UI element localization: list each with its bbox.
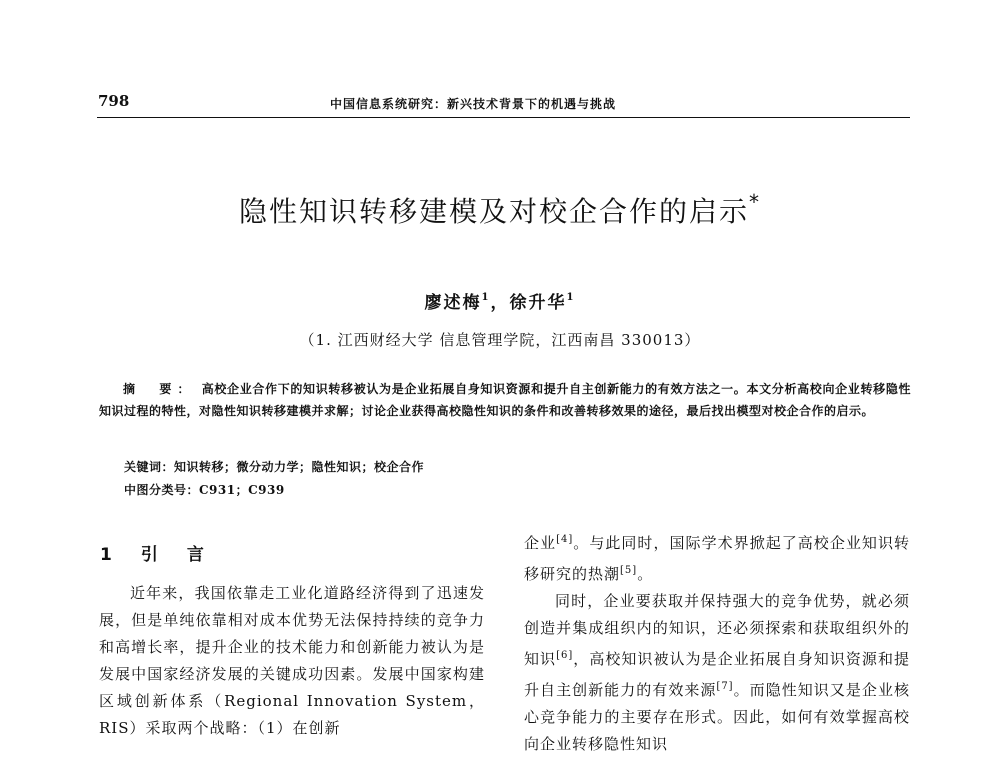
- article-title: [0, 190, 1000, 230]
- author-2: 徐升华: [509, 293, 567, 313]
- classification-number: 中图分类号：C931；C939: [124, 483, 285, 497]
- right-column: [524, 526, 910, 758]
- left-paragraph: 近年来，我国依靠走工业化道路经济得到了迅速发展，但是单纯依靠相对成本优势无法保持持续的竞争力和高增长率，提升企业的技术能力和创新能力被认为是发展中国家经济发展的关键成功因素。发展中国家构建区域创新体系（Regional Innovation System，RIS）采取两个战略：（1）在创新: [99, 584, 485, 737]
- left-column: [99, 580, 485, 742]
- right-paragraph-2: [524, 588, 910, 758]
- title-footnote-mark: *: [749, 190, 761, 214]
- page-number: 798: [98, 92, 130, 110]
- author-1-affiliation-mark: 1: [481, 292, 491, 303]
- citation-5: [5]: [620, 565, 638, 576]
- abstract-text: 高校企业合作下的知识转移被认为是企业拓展自身知识资源和提升自主创新能力的有效方法之一。本文分析高校向企业转移隐性知识过程的特性，对隐性知识转移建模并求解；讨论企业获得高校隐性知识的条件和改善转移效果的途径，最后找出模型对校企合作的启示。: [99, 382, 911, 418]
- right-paragraph-1: [524, 526, 910, 588]
- keywords: 关键词：知识转移；微分动力学；隐性知识；校企合作: [124, 460, 425, 474]
- right-p2-text-b: ，高校知识被认为是企业拓展自身知识资源和提升自主创新能力的有效来源: [524, 650, 910, 699]
- citation-6: [6]: [556, 650, 574, 661]
- running-head: 中国信息系统研究：新兴技术背景下的机遇与挑战: [330, 97, 617, 111]
- author-1: 廖述梅: [424, 293, 482, 313]
- abstract: [99, 378, 911, 422]
- title-text: 隐性知识转移建模及对校企合作的启示: [238, 195, 749, 228]
- author-separator: ，: [490, 293, 510, 313]
- header-rule: [97, 117, 910, 118]
- author-line: [0, 288, 1000, 313]
- affiliation: （1. 江西财经大学 信息管理学院，江西南昌 330013）: [299, 331, 701, 349]
- citation-4: [4]: [556, 534, 574, 545]
- right-p2-text-c: 。而隐性知识又是企业核心竞争能力的主要存在形式。因此，如何有效掌握高校向企业转移隐性知识: [524, 681, 910, 753]
- right-p1-text-b: 。与此同时，国际学术界掀起了高校企业知识转移研究的热潮: [524, 534, 910, 583]
- author-2-affiliation-mark: 1: [566, 292, 576, 303]
- section-heading: 1 引 言: [100, 545, 210, 565]
- right-p1-text-a: 企业: [524, 534, 557, 552]
- abstract-label: 摘 要：: [123, 382, 196, 396]
- right-p2-text-a: 同时，企业要获取并保持强大的竞争优势，就必须创造并集成组织内的知识，还必须探索和获取组织外的知识: [524, 592, 910, 668]
- citation-7: [7]: [716, 681, 734, 692]
- right-p1-text-c: 。: [637, 565, 654, 583]
